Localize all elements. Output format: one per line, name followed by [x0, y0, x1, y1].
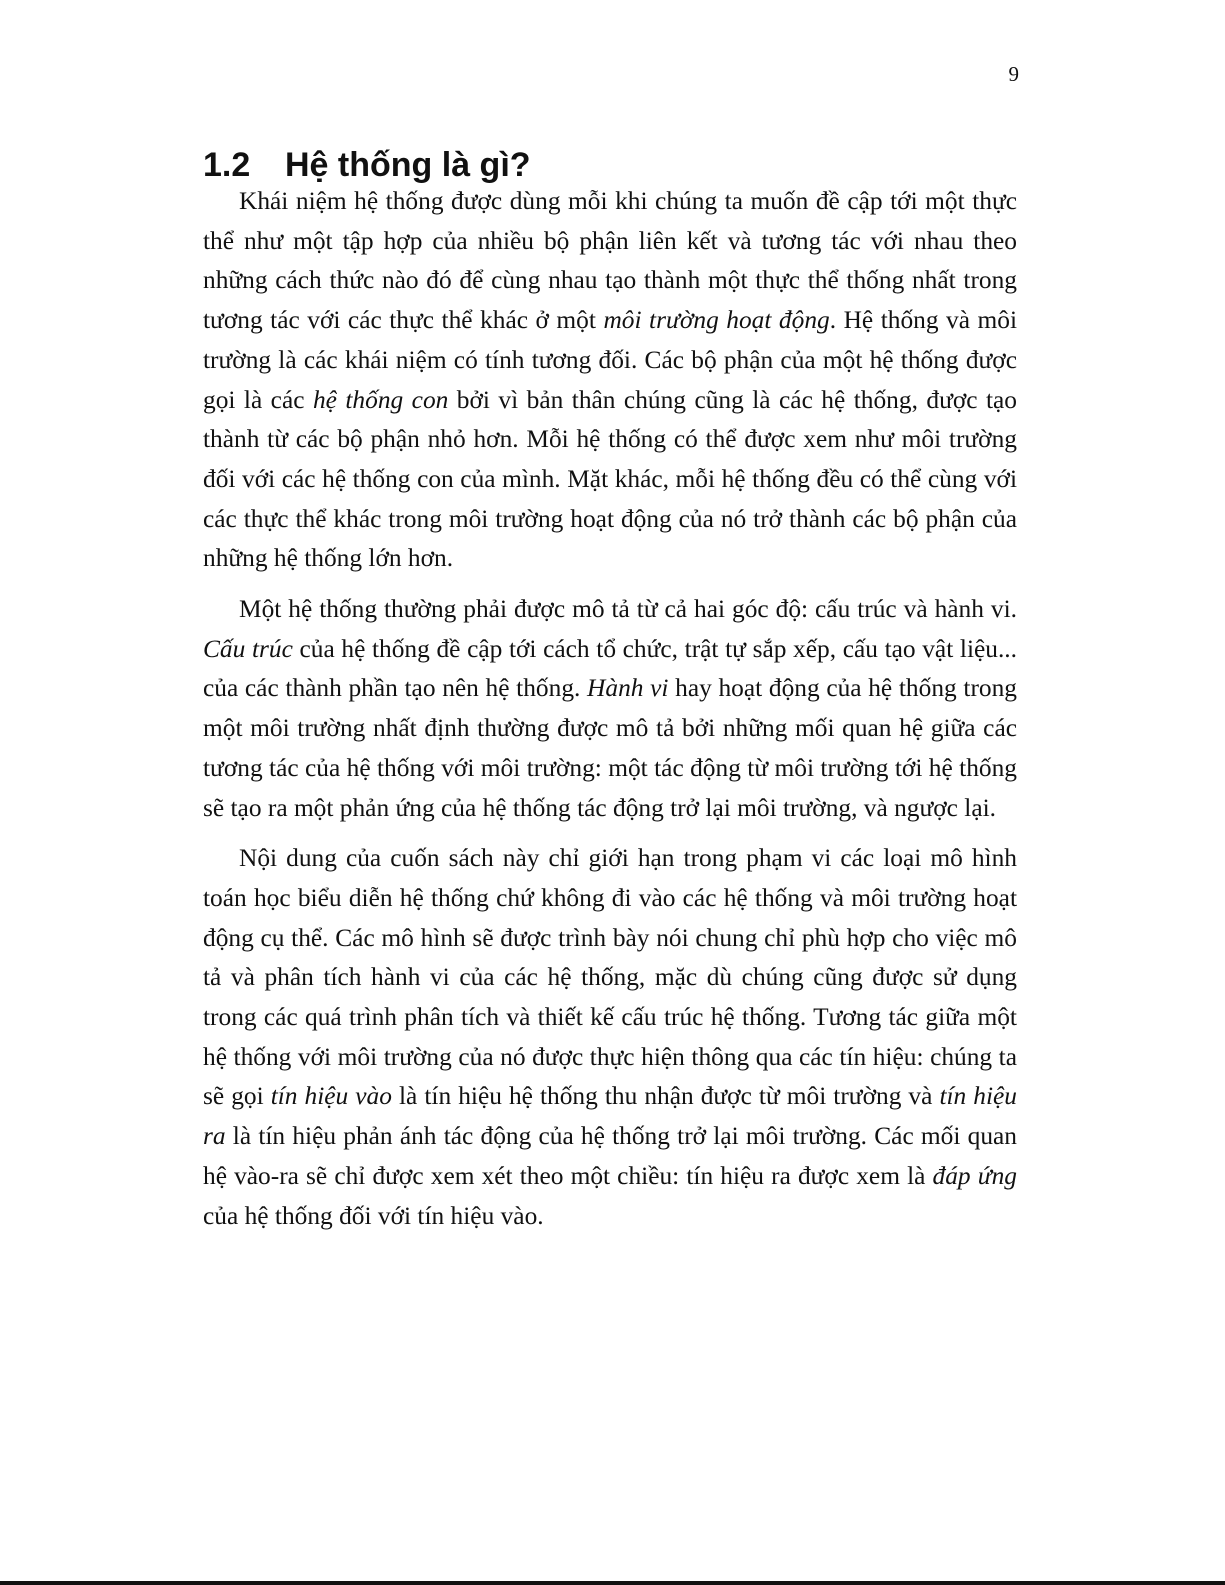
paragraph: [203, 590, 1017, 828]
paragraph: [203, 839, 1017, 1236]
emphasis-term: Cấu trúc: [203, 634, 293, 663]
text-span: Khái niệm hệ thống được dùng mỗi khi chúng ta muốn đề cập tới một thực thể như một tập hợp của nhiều bộ phận liên kết và tương tác với nhau theo những cách thức nào đó để cùng nhau tạo thành một thực thể thống nhất trong tương tác với các thực thể khác ở một: [203, 187, 1017, 335]
emphasis-term: tín hiệu vào: [270, 1082, 392, 1111]
text-span: của hệ thống đề cập tới cách tổ chức, trật tự sắp xếp, cấu tạo vật liệu... của các thành phần tạo nên hệ thống.: [203, 634, 1018, 703]
section-heading: [203, 145, 531, 185]
section-number: 1.2: [203, 146, 251, 184]
text-span: . Hệ thống và môi trường là các khái niệm có tính tương đối. Các bộ phận của một hệ thống được gọi là các: [203, 306, 1018, 414]
text-span: là tín hiệu hệ thống thu nhận được từ môi trường và: [391, 1082, 940, 1111]
emphasis-term: đáp ứng: [932, 1161, 1017, 1190]
bottom-rule: [0, 1581, 1225, 1585]
text-span: của hệ thống đối với tín hiệu vào.: [203, 1201, 544, 1230]
text-span: hay hoạt động của hệ thống trong một môi trường nhất định thường được mô tả bởi những mối quan hệ giữa các tương tác của hệ thống với môi trường: một tác động từ môi trường tới hệ thống sẽ tạo ra một phản ứng của hệ thống tác động trở lại môi trường, và ngược lại.: [203, 674, 1017, 822]
paragraph: [203, 182, 1017, 579]
text-span: bởi vì bản thân chúng cũng là các hệ thống, được tạo thành từ các bộ phận nhỏ hơn. Mỗi hệ thống có thể được xem như môi trường đối với các hệ thống con của mình. Mặt khác, mỗi hệ thống đều có thể cùng với các thực thể khác trong môi trường hoạt động của nó trở thành các bộ phận của những hệ thống lớn hơn.: [203, 385, 1017, 573]
body-text: [203, 182, 1017, 1247]
page-number: 9: [1008, 62, 1019, 86]
emphasis-term: tín hiệu ra: [203, 1082, 1017, 1151]
emphasis-term: hệ thống con: [312, 385, 449, 414]
emphasis-term: môi trường hoạt động: [603, 306, 830, 335]
text-span: là tín hiệu phản ánh tác động của hệ thống trở lại môi trường. Các mối quan hệ vào-ra sẽ chỉ được xem xét theo một chiều: tín hiệu ra được xem là: [203, 1122, 1017, 1190]
section-title: Hệ thống là gì?: [285, 146, 531, 184]
text-span: Nội dung của cuốn sách này chỉ giới hạn trong phạm vi các loại mô hình toán học biểu diễn hệ thống chứ không đi vào các hệ thống và môi trường hoạt động cụ thể. Các mô hình sẽ được trình bày nói chung chỉ phù hợp cho việc mô tả và phân tích hành vi của các hệ thống, mặc dù chúng cũng được sử dụng trong các quá trình phân tích và thiết kế cấu trúc hệ thống. Tương tác giữa một hệ thống với môi trường của nó được thực hiện thông qua các tín hiệu: chúng ta sẽ gọi: [203, 844, 1017, 1111]
text-span: Một hệ thống thường phải được mô tả từ cả hai góc độ: cấu trúc và hành vi.: [239, 595, 1017, 624]
emphasis-term: Hành vi: [587, 674, 669, 703]
